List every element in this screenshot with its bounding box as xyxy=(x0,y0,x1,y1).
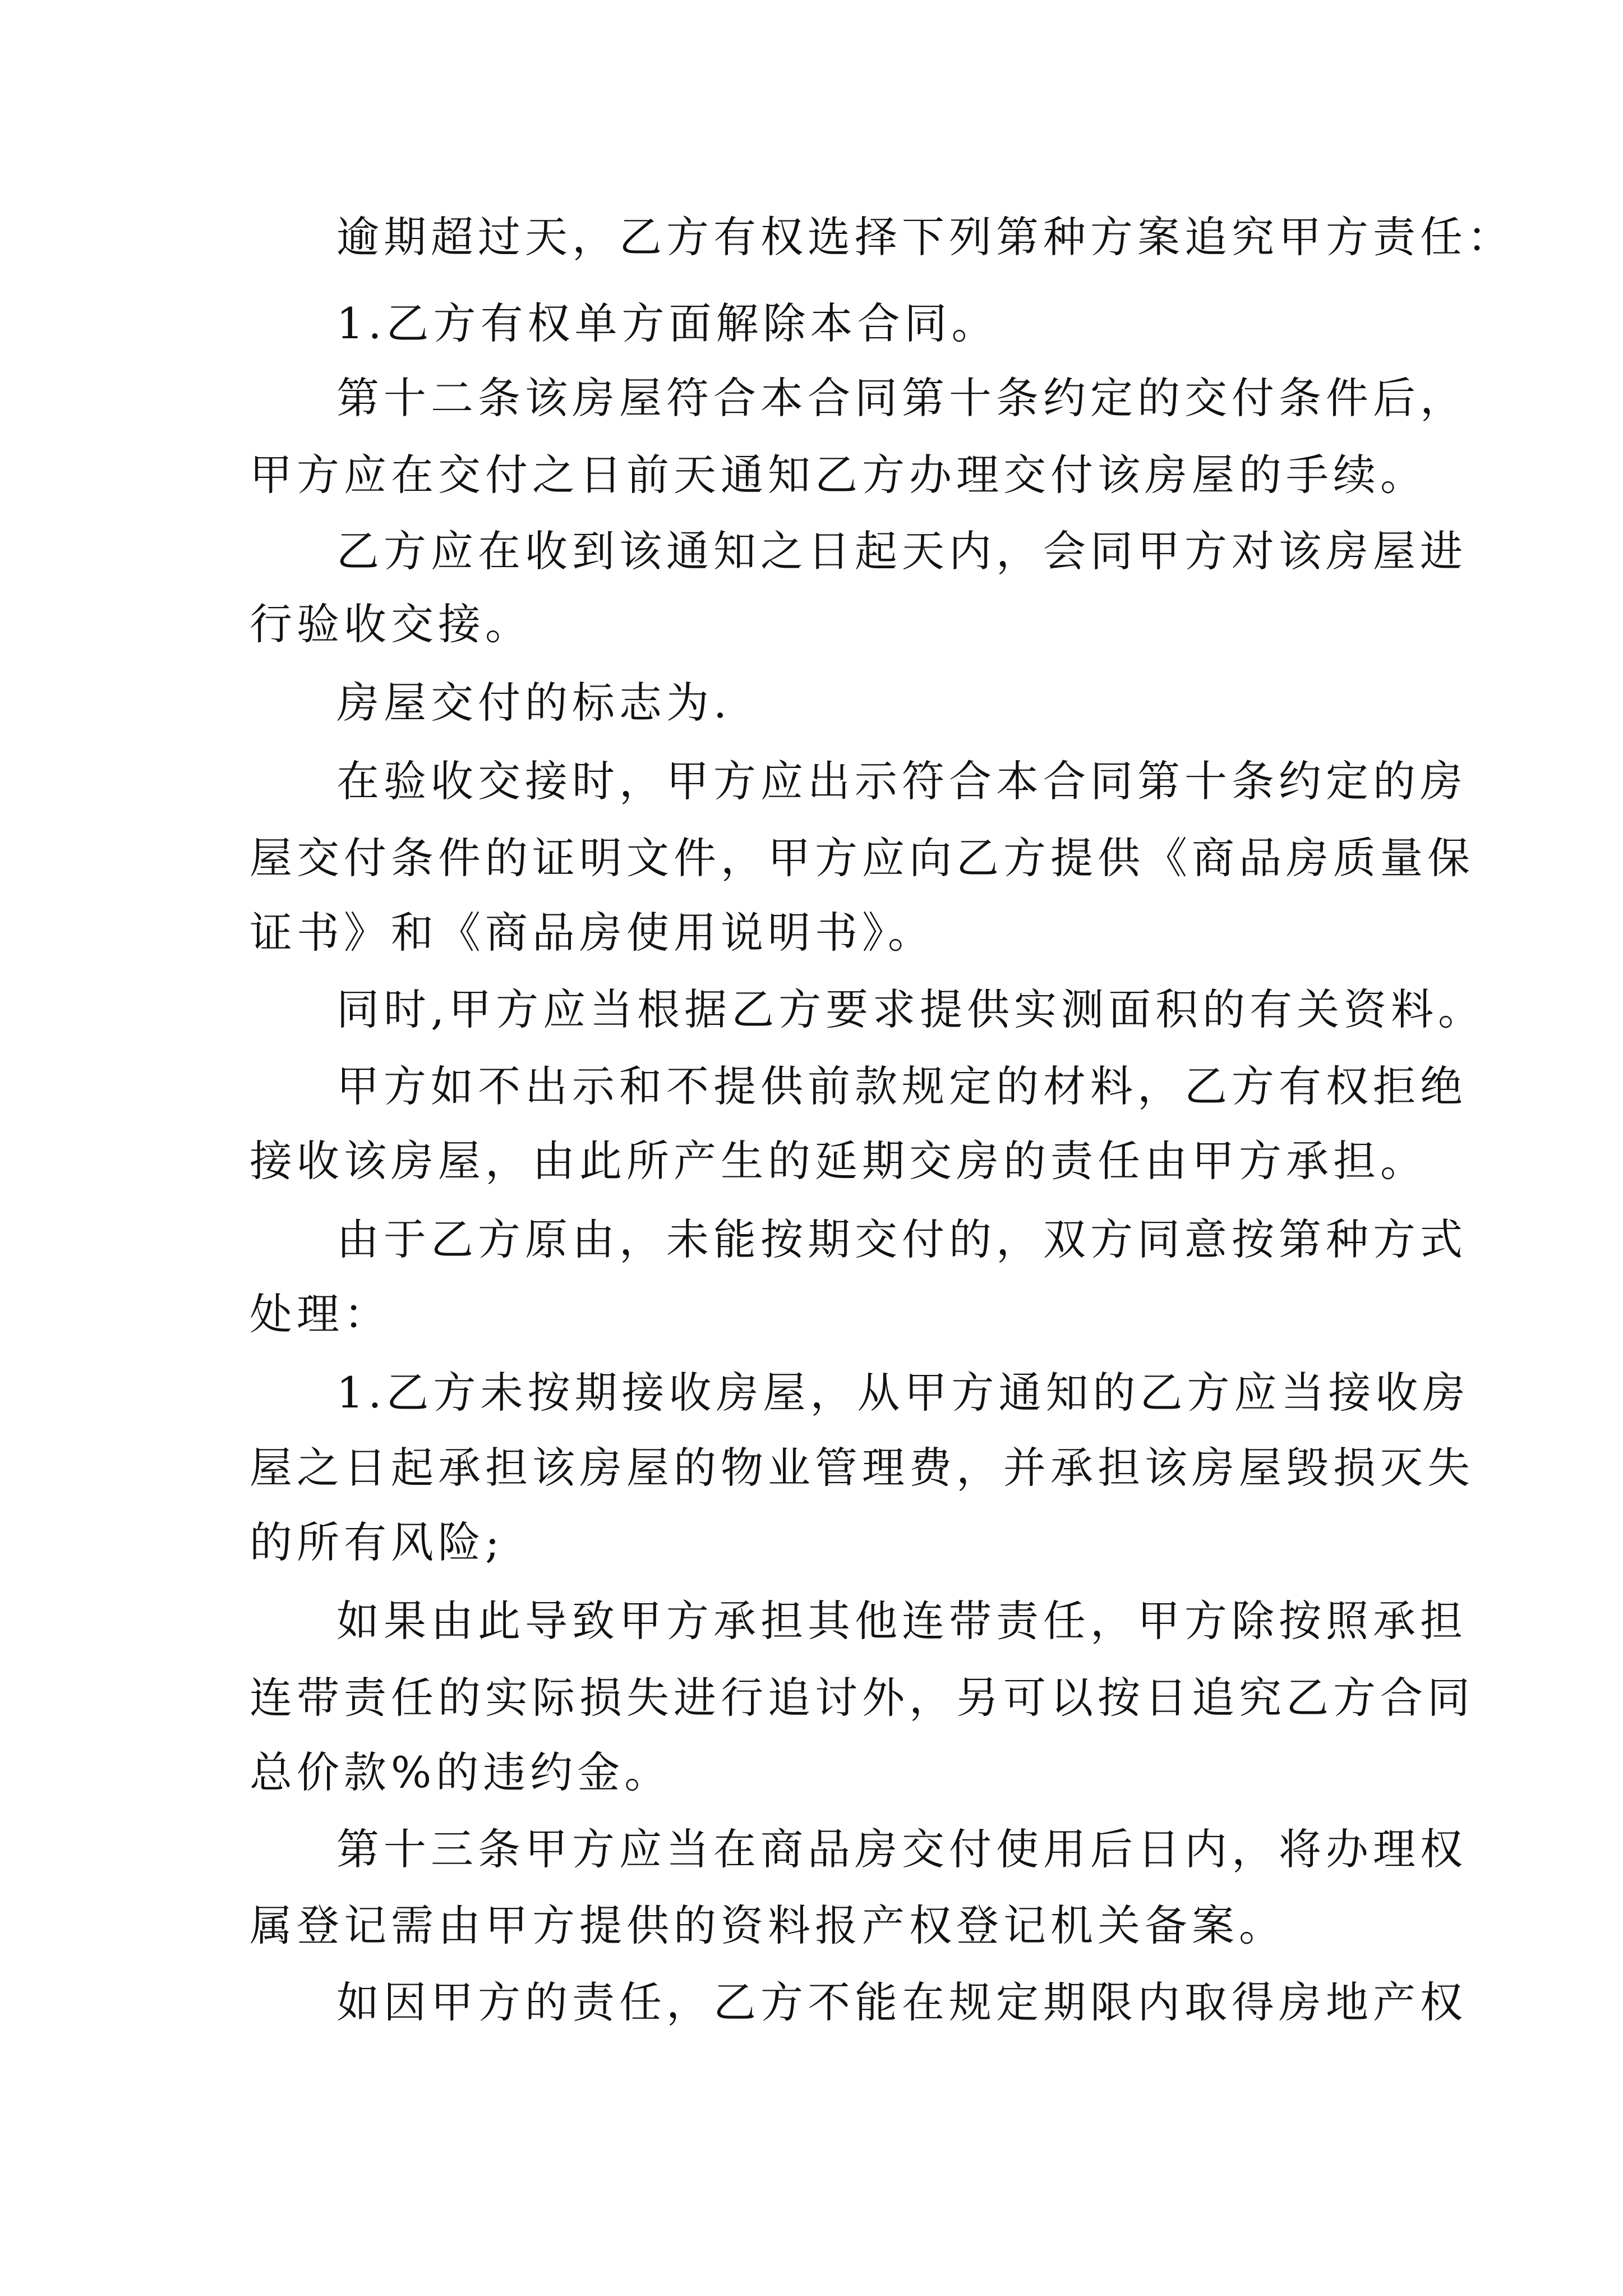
text-line: 房屋交付的标志为. xyxy=(336,678,732,728)
text-line: 第十二条该房屋符合本合同第十条约定的交付条件后， xyxy=(336,373,1467,423)
text-line: 连带责任的实际损失进行追讨外，另可以按日追究乙方合同 xyxy=(250,1673,1474,1723)
text-line: 总价款%的违约金。 xyxy=(250,1747,672,1797)
text-line: 屋之日起承担该房屋的物业管理费，并承担该房屋毁损灭失 xyxy=(250,1443,1474,1493)
text-line: 处理： xyxy=(250,1289,391,1339)
text-line: 接收该房屋，由此所产生的延期交房的责任由甲方承担。 xyxy=(250,1136,1427,1186)
text-line: 1.乙方未按期接收房屋，从甲方通知的乙方应当接收房 xyxy=(336,1368,1470,1418)
text-line: 1.乙方有权单方面解除本合同。 xyxy=(336,298,999,348)
text-line: 屋交付条件的证明文件，甲方应向乙方提供《商品房质量保 xyxy=(250,833,1474,883)
text-line: 逾期超过天，乙方有权选择下列第种方案追究甲方责任： xyxy=(336,212,1514,262)
text-line: 行验收交接。 xyxy=(250,599,532,649)
text-line: 甲方如不出示和不提供前款规定的材料，乙方有权拒绝 xyxy=(336,1061,1467,1111)
text-line: 的所有风险; xyxy=(250,1517,504,1567)
text-line: 证书》和《商品房使用说明书》。 xyxy=(250,908,935,958)
text-line: 同时,甲方应当根据乙方要求提供实测面积的有关资料。 xyxy=(336,984,1486,1034)
text-line: 乙方应在收到该通知之日起天内，会同甲方对该房屋进 xyxy=(336,526,1467,576)
text-line: 如因甲方的责任，乙方不能在规定期限内取得房地产权 xyxy=(336,1977,1467,2027)
text-line: 第十三条甲方应当在商品房交付使用后日内，将办理权 xyxy=(336,1824,1467,1874)
text-line: 由于乙方原由，未能按期交付的，双方同意按第种方式 xyxy=(336,1214,1467,1264)
text-line: 在验收交接时，甲方应出示符合本合同第十条约定的房 xyxy=(336,756,1467,806)
text-line: 如果由此导致甲方承担其他连带责任，甲方除按照承担 xyxy=(336,1596,1467,1646)
text-line: 属登记需由甲方提供的资料报产权登记机关备案。 xyxy=(250,1901,1286,1950)
text-line: 甲方应在交付之日前天通知乙方办理交付该房屋的手续。 xyxy=(250,450,1427,500)
